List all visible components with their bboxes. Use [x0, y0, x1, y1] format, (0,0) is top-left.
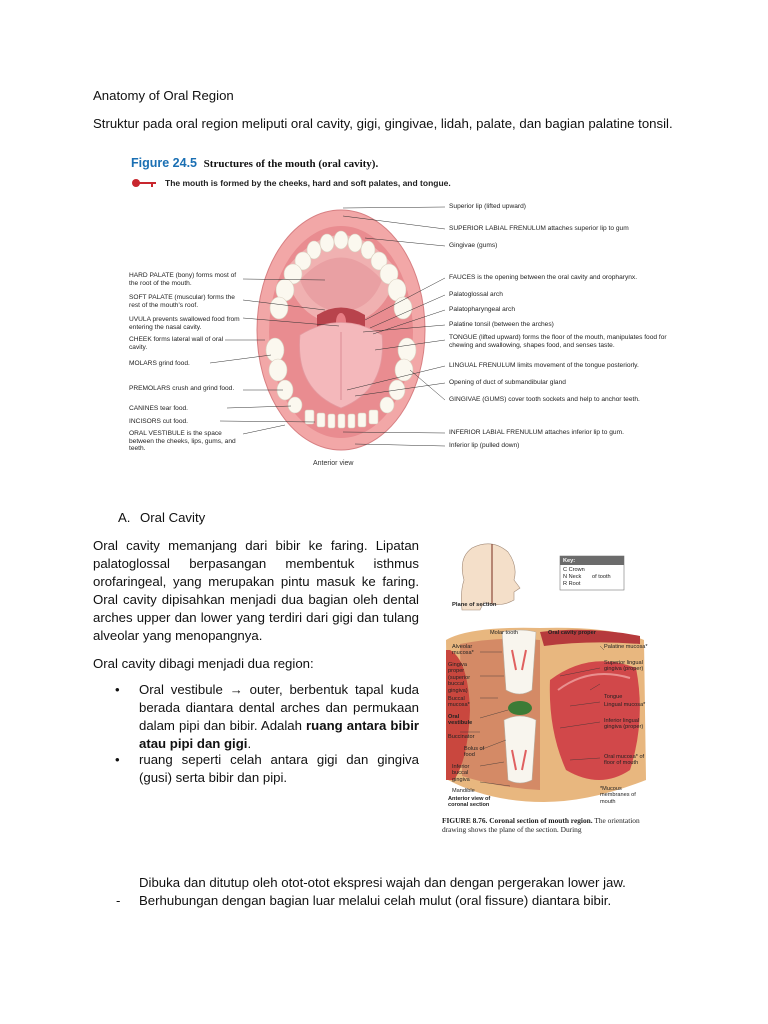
label-tongue: TONGUE (lifted upward) forms the floor of the mouth, manipulates food for chewing and swallowing, shapes food, and senses taste.: [449, 334, 667, 349]
label-oral-vestibule: ORAL VESTIBULE is the space between the cheeks, lips, gums, and teeth.: [129, 430, 236, 453]
label-palatoglossal-arch: Palatoglossal arch: [449, 291, 503, 298]
label-premolars: PREMOLARS crush and grind food.: [129, 385, 235, 392]
bullet-symbol: •: [115, 682, 120, 697]
figure2-caption-title: FIGURE 8.76. Coronal section of mouth region.: [442, 816, 593, 825]
section-number: A.: [118, 510, 131, 525]
fig2-key-of-tooth: of tooth: [592, 574, 611, 580]
label-hard-palate: HARD PALATE (bony) forms most of the root of the mouth.: [129, 272, 237, 287]
figure1-view-label: Anterior view: [313, 460, 354, 467]
bullet1-bold: ruang antara bibir atau pipi dan gigi: [139, 718, 419, 751]
figure1-key-text: The mouth is formed by the cheeks, hard and soft palates, and tongue.: [165, 178, 451, 188]
bullet2-text: ruang seperti celah antara gigi dan gingiva (gusi) serta bibir dan pipi.: [139, 752, 419, 785]
bullet-symbol: •: [115, 752, 120, 767]
fig2-bolus-of-food: Bolus of food: [464, 746, 485, 759]
fig2-gingiva-proper: Gingiva proper (superior buccal gingiva): [448, 662, 471, 694]
fig2-inferior-buccal-gingiva: Inferior buccal gingiva: [452, 764, 470, 783]
dash-marker: -: [116, 893, 121, 908]
fig2-oral-vestibule: Oral vestibule: [448, 714, 473, 727]
label-inferior-lip: Inferior lip (pulled down): [449, 442, 520, 449]
fig2-anterior-view: Anterior view of coronal section: [448, 796, 491, 809]
section-heading: [118, 510, 205, 525]
bottom-list-item: [116, 893, 612, 908]
label-soft-palate: SOFT PALATE (muscular) forms the rest of the mouth's roof.: [129, 294, 235, 309]
label-canines: CANINES tear food.: [129, 405, 189, 412]
figure1-caption: Structures of the mouth (oral cavity).: [203, 158, 379, 170]
key-icon: [131, 178, 157, 188]
fig2-mandible: Mandible: [452, 788, 475, 794]
bottom-line-1: Dibuka dan ditutup oleh otot-otot ekspresi wajah dan dengan pergerakan lower jaw.: [139, 875, 626, 890]
fig2-buccal-mucosa: Buccal mucosa*: [448, 696, 470, 709]
label-molars: MOLARS grind food.: [129, 360, 190, 367]
fig2-key-crown: C Crown: [563, 567, 585, 573]
figure2-caption: [442, 816, 652, 834]
fig2-lingual-mucosa: Lingual mucosa*: [604, 702, 646, 708]
label-palatopharyngeal-arch: Palatopharyngeal arch: [449, 306, 515, 313]
fig2-oral-mucosa-floor: Oral mucosa* of floor of mouth: [604, 754, 645, 767]
bullet-text: [139, 681, 419, 753]
figure-mouth-structures: [125, 150, 685, 480]
label-uvula: UVULA prevents swallowed food from entering the nasal cavity.: [129, 316, 240, 331]
fig2-mucous-membranes-note: *Mucous membranes of mouth: [600, 786, 636, 805]
fig2-buccinator: Buccinator: [448, 734, 475, 740]
fig2-palatine-mucosa: Palatine mucosa*: [604, 644, 648, 650]
paragraph-regions: Oral cavity dibagi menjadi dua region:: [93, 656, 314, 671]
page-heading: Anatomy of Oral Region: [93, 88, 234, 103]
fig2-key-neck: N Neck: [563, 574, 582, 580]
paragraph-oral-cavity: Oral cavity memanjang dari bibir ke faring. Lipatan palatoglossal berpasangan membentuk isthmus orofaringeal, yang merupakan pintu masuk ke faring. Oral cavity dipisahkan menjadi dua bagian oleh dental arches upper dan lower yang terdiri dari gigi dan tulang alveolar yang menopangnya.: [93, 538, 419, 643]
label-gingivae-gums: GINGIVAE (GUMS) cover tooth sockets and help to anchor teeth.: [449, 396, 640, 403]
label-cheek: CHEEK forms lateral wall of oral cavity.: [129, 336, 224, 351]
fig2-tongue: Tongue: [604, 694, 623, 700]
label-inferior-labial-frenulum: INFERIOR LABIAL FRENULUM attaches inferior lip to gum.: [449, 429, 624, 436]
label-gingivae: Gingivae (gums): [449, 242, 498, 249]
fig2-key-title: Key:: [563, 558, 576, 564]
label-superior-labial-frenulum: SUPERIOR LABIAL FRENULUM attaches superior lip to gum: [449, 225, 629, 232]
bottom-line-2: Berhubungan dengan bagian luar melalui celah mulut (oral fissure) diantara bibir.: [139, 893, 612, 908]
fig2-key-root: R Root: [563, 581, 581, 587]
figure1-number: Figure 24.5: [131, 156, 197, 170]
section-title: Oral Cavity: [140, 510, 206, 525]
label-palatine-tonsil: Palatine tonsil (between the arches): [449, 321, 554, 328]
fig2-oral-cavity-proper: Oral cavity proper: [548, 630, 596, 636]
fig2-superior-lingual-gingiva: Superior lingual gingiva (proper): [604, 660, 644, 673]
fig2-molar-tooth: Molar tooth: [490, 630, 518, 636]
fig2-inferior-lingual-gingiva: Inferior lingual gingiva (proper): [604, 718, 644, 731]
intro-paragraph: Struktur pada oral region meliputi oral cavity, gigi, gingivae, lidah, palate, dan bagian palatine tonsil.: [93, 116, 673, 131]
figure2-caption-text: The orientation drawing shows the plane of the section. During: [442, 816, 640, 834]
figure1-title: [131, 156, 378, 170]
head-orientation-drawing: [461, 544, 520, 610]
label-submandibular-duct: Opening of duct of submandibular gland: [449, 379, 566, 386]
label-lingual-frenulum: LINGUAL FRENULUM limits movement of the tongue posteriorly.: [449, 362, 639, 369]
figure-coronal-section: [440, 540, 652, 840]
fig2-alveolar-mucosa: Alveolar mucosa*: [452, 644, 474, 657]
bullet1-end: .: [247, 736, 252, 751]
label-fauces: FAUCES is the opening between the oral cavity and oropharynx.: [449, 274, 638, 281]
bullet1-text: Oral vestibule → outer, berbentuk tapal kuda berada diantara dental arches dan permukaan dalam pipi dan bibir. Adalah: [139, 682, 419, 733]
fig2-plane-label: Plane of section: [452, 602, 497, 608]
label-incisors: INCISORS cut food.: [129, 418, 188, 425]
label-superior-lip: Superior lip (lifted upward): [449, 203, 526, 210]
